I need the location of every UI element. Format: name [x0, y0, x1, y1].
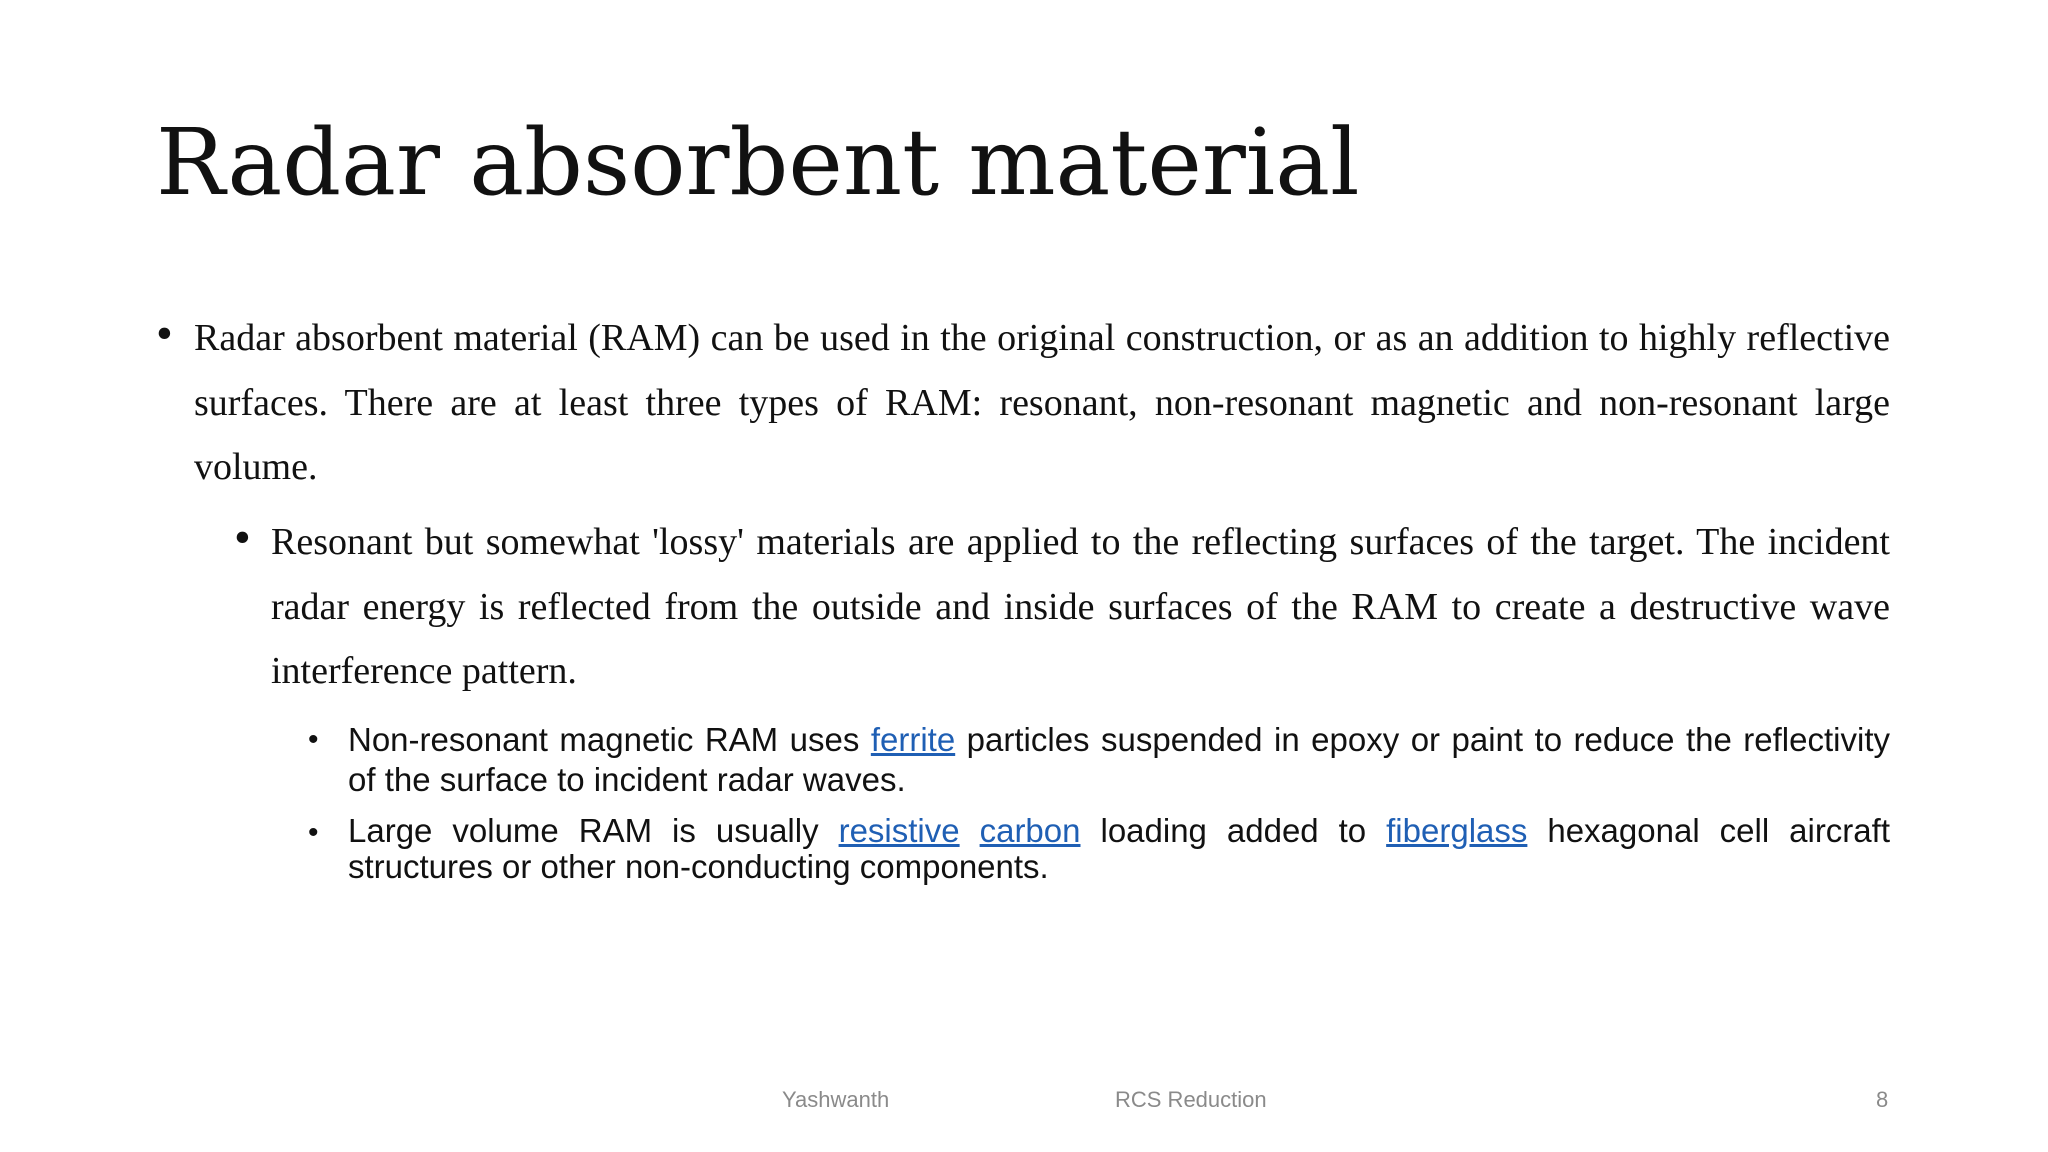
bullet-dot: • — [234, 511, 251, 564]
bullet-text-part: loading added to — [1080, 812, 1387, 849]
carbon-link[interactable]: carbon — [979, 812, 1081, 849]
bullet-text — [348, 720, 1890, 800]
bullet-text-part: Non-resonant magnetic RAM uses — [348, 721, 871, 758]
bullet-text-part — [960, 812, 980, 849]
ferrite-link[interactable]: ferrite — [870, 721, 956, 758]
page-number: 8 — [1876, 1087, 1889, 1112]
footer-topic: RCS Reduction — [1115, 1087, 1267, 1112]
resistive-link[interactable]: resistive — [838, 812, 960, 849]
slide-title: Radar absorbent material — [156, 109, 1360, 216]
bullet-text-part: particles suspended in epoxy or paint to reduce the reflectivity of the surface to incident radar waves. — [348, 721, 1890, 798]
bullet-text — [348, 813, 1890, 885]
bullet-dot: • — [308, 723, 319, 756]
bullet-dot: • — [308, 816, 319, 849]
bullet-text-part: Large volume RAM is usually — [348, 812, 839, 849]
footer-author: Yashwanth — [782, 1087, 890, 1112]
bullet-text-part: hexagonal cell aircraft structures or other non-conducting components. — [348, 812, 1890, 885]
bullet-text: Radar absorbent material (RAM) can be used in the original construction, or as an addition to highly reflective surfaces. There are at least three types of RAM: resonant, non-resonant magnetic and non-resonant large volume. — [194, 317, 1890, 488]
fiberglass-link[interactable]: fiberglass — [1386, 812, 1528, 849]
bullet-dot: • — [156, 307, 173, 360]
bullet-text: Resonant but somewhat 'lossy' materials are applied to the reflecting surfaces of the target. The incident radar energy is reflected from the outside and inside surfaces of the RAM to create a destructive wave interference pattern. — [271, 521, 1890, 692]
